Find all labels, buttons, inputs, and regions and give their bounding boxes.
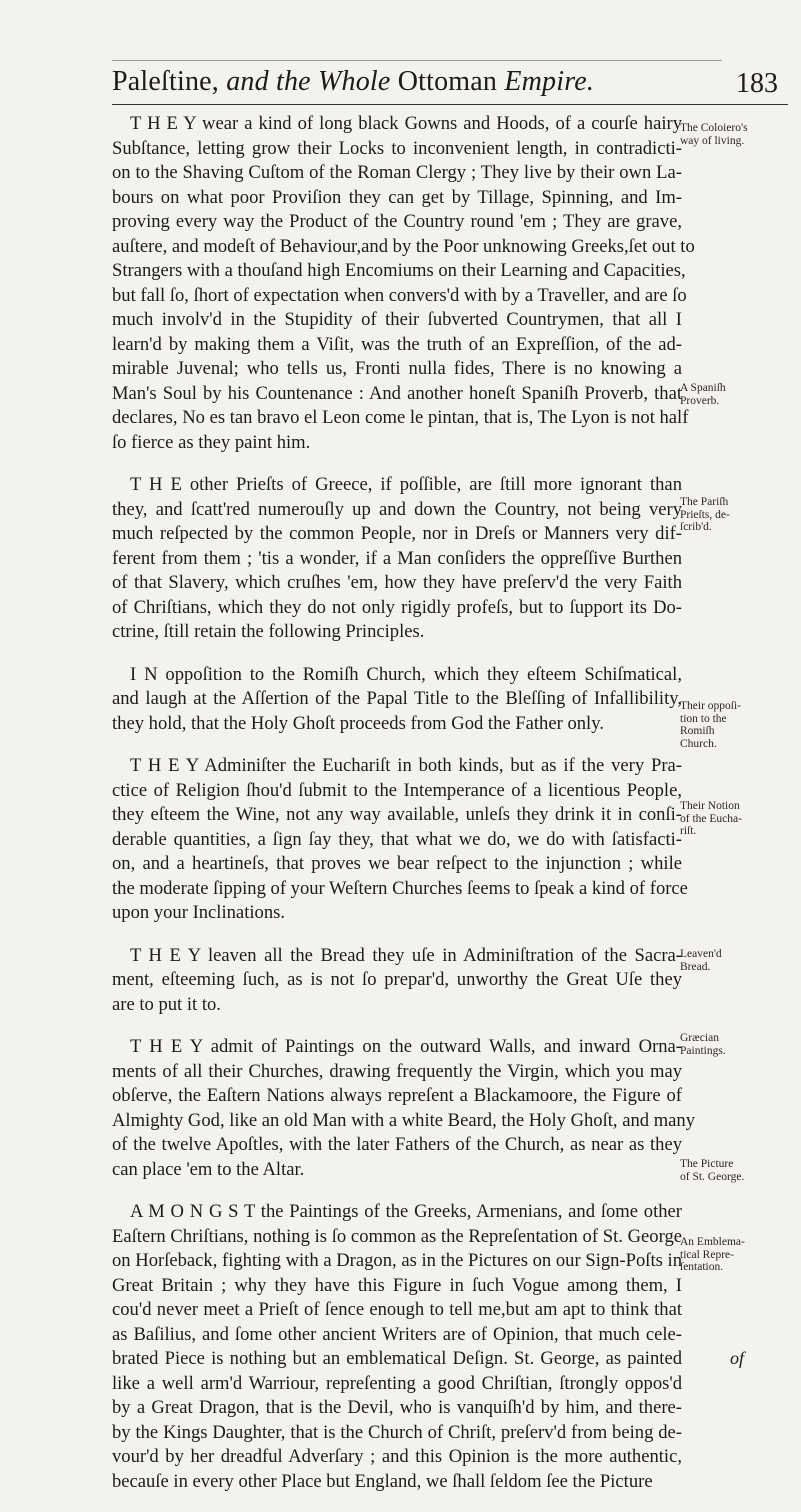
- margin-note-line: Bread.: [680, 960, 711, 973]
- text-line: by the Kings Daughter, that is the Church of Chriſt, preſerv'd from being de-: [112, 1421, 682, 1443]
- paragraph: [112, 754, 688, 926]
- margin-note: [680, 1158, 792, 1183]
- paragraph: [112, 112, 695, 455]
- margin-note-line: Church.: [680, 737, 717, 750]
- text-line: can place 'em to the Altar.: [112, 1158, 305, 1180]
- text-line: like a well arm'd Warriour, repreſenting a good Chriſtian, ſtrongly oppos'd: [112, 1372, 682, 1394]
- text-line: of the twelve Apoſtles, with the later Fathers of the Church, as near as they: [112, 1134, 682, 1155]
- text-line: on, and a heartineſs, that proves we bear reſpect to the injunction ; while: [112, 853, 682, 874]
- margin-note-line: Paintings.: [680, 1044, 726, 1057]
- running-title: Paleſtine, and the Whole Ottoman Empire.: [112, 66, 595, 97]
- text-line: ctrine, ſtill retain the following Principles.: [112, 621, 425, 642]
- text-line: Man's Soul by his Countenance : And another honeſt Spaniſh Proverb, that: [112, 382, 682, 404]
- text-line: on to the Shaving Cuſtom of the Roman Clergy ; They live by their own La-: [112, 162, 682, 183]
- margin-note: [680, 382, 792, 407]
- margin-note-line: tical Repre-: [680, 1248, 734, 1261]
- text-line: T H E Y admit of Paintings on the outward Walls, and inward Orna-: [130, 1036, 682, 1057]
- margin-note-line: Prieſts, de-: [680, 508, 730, 521]
- text-line: T H E Y wear a kind of long black Gowns and Hoods, of a courſe hairy: [130, 113, 682, 134]
- margin-note: [680, 1032, 792, 1057]
- text-line: auſtere, and modeſt of Behaviour,and by the Poor unknowing Greeks,ſet out to: [112, 235, 695, 257]
- text-line: becauſe in every other Place but England, we ſhall ſeldom ſee the Picture: [112, 1470, 653, 1492]
- text-line: declares, No es tan bravo el Leon come le pintan, that is, The Lyon is not half: [112, 407, 689, 428]
- text-line: derable quantities, a ſign ſay they, that what we do, we do with ſatisfacti-: [112, 828, 682, 850]
- paragraph: [112, 1200, 682, 1494]
- text-line: ments of all their Churches, drawing frequently the Virgin, which you may: [112, 1060, 682, 1082]
- text-line: Great Britain ; why they have this Figure in ſuch Vogue among them, I: [112, 1274, 682, 1296]
- margin-note: [680, 700, 792, 750]
- text-line: Strangers with a thouſand high Encomiums on their Learning and Capacities,: [112, 260, 686, 281]
- text-line: they, and ſcatt'red numerouſly up and down the Country, not being very: [112, 498, 682, 520]
- margin-note-line: A Spaniſh: [680, 382, 726, 394]
- text-line: of that Slavery, which cruſhes 'em, how they have preſerv'd the very Faith: [112, 572, 682, 593]
- header-rule: [112, 104, 788, 105]
- text-line: but fall ſo, ſhort of expectation when convers'd with by a Traveller, and are ſo: [112, 284, 687, 306]
- margin-note-line: The Coloiero's: [680, 122, 748, 134]
- text-line: Eaſtern Chriſtians, nothing is ſo common as the Repreſentation of St. George: [112, 1225, 682, 1247]
- text-line: cou'd never meet a Prieſt of ſence enough to tell me,but am apt to think that: [112, 1299, 682, 1320]
- text-line: much involv'd in the Stupidity of their ſubverted Countrymen, that all I: [112, 309, 682, 330]
- page-number: 183: [736, 68, 778, 99]
- text-line: ſo fierce as they paint him.: [112, 431, 311, 453]
- text-line: and laugh at the Aſſertion of the Papal Title to the Bleſſing of Infallibility,: [112, 688, 682, 709]
- margin-note-line: Romiſh: [680, 725, 715, 737]
- margin-note-line: The Pariſh: [680, 496, 729, 508]
- catchword: of: [730, 1348, 745, 1368]
- margin-note-line: of St. George.: [680, 1170, 745, 1183]
- text-line: ferent from them ; 'tis a wonder, if a Man conſiders the oppreſſive Burthen: [112, 547, 682, 569]
- text-line: obſerve, the Eaſtern Nations always repreſent a Blackamoore, the Figure of: [112, 1085, 682, 1106]
- text-line: ment, eſteeming ſuch, as is not ſo prepar'd, unworthy the Great Uſe they: [112, 969, 682, 990]
- top-border: [112, 60, 722, 61]
- margin-note-line: tion to the: [680, 712, 727, 725]
- text-line: they hold, that the Holy Ghoſt proceeds from God the Father only.: [112, 712, 604, 734]
- text-line: T H E Y Adminiſter the Euchariſt in both kinds, but as if the very Pra-: [130, 755, 682, 776]
- text-line: learn'd by making them a Viſit, was the truth of an Expreſſion, of the ad-: [112, 333, 682, 355]
- margin-note-line: Proverb.: [680, 394, 720, 407]
- text-line: vour'd by her dreadful Adverſary ; and this Opinion is the more authentic,: [112, 1446, 682, 1467]
- text-line: Subſtance, letting grow their Locks to inconvenient length, in contradicti-: [112, 137, 682, 159]
- margin-note-line: An Emblema-: [680, 1236, 745, 1248]
- margin-note-line: way of living.: [680, 134, 745, 147]
- margin-note-line: of the Eucha-: [680, 812, 742, 825]
- margin-note-line: Their Notion: [680, 800, 740, 812]
- text-line: the moderate ſipping of your Weſtern Churches ſeems to ſpeak a kind of force: [112, 877, 688, 899]
- margin-note: [680, 496, 792, 534]
- text-line: as Baſilius, and ſome other ancient Writers are of Opinion, that much cele-: [112, 1323, 682, 1345]
- text-line: bours on what poor Proviſion they can get by Tillage, Spinning, and Im-: [112, 186, 682, 208]
- text-line: mirable Juvenal; who tells us, Fronti nulla fides, There is no knowing a: [112, 358, 682, 379]
- text-line: of Chriſtians, which they do not only rigidly profeſs, but to ſupport its Do-: [112, 596, 682, 618]
- text-line: proving every way the Product of the Country round 'em ; They are grave,: [112, 211, 682, 232]
- text-line: Almighty God, like an old Man with a white Beard, the Holy Ghoſt, and many: [112, 1109, 696, 1131]
- margin-note: [680, 800, 792, 838]
- text-line: I N oppoſition to the Romiſh Church, which they eſteem Schiſmatical,: [130, 663, 682, 685]
- margin-note-line: ſentation.: [680, 1261, 724, 1273]
- margin-note-line: Leaven'd: [680, 948, 722, 960]
- margin-note: [680, 1236, 792, 1274]
- text-line: much reſpected by the common People, nor in Dreſs or Manners very dif-: [112, 523, 682, 544]
- text-line: are to put it to.: [112, 993, 221, 1015]
- margin-note: [680, 948, 792, 973]
- margin-note-line: Græcian: [680, 1032, 719, 1044]
- text-line: by a Great Dragon, that is the Devil, who is vanquiſh'd by him, and there-: [112, 1397, 682, 1418]
- text-line: they eſteem the Wine, not any way available, unleſs they drink it in conſi-: [112, 804, 682, 825]
- text-line: on Horſeback, fighting with a Dragon, as in the Pictures on our Sign-Poſts in: [112, 1250, 682, 1271]
- text-line: T H E other Prieſts of Greece, if poſſible, are ſtill more ignorant than: [130, 474, 682, 495]
- text-line: A M O N G S T the Paintings of the Greeks, Armenians, and ſome other: [130, 1201, 682, 1222]
- running-header: [112, 66, 788, 106]
- paragraph: [112, 663, 682, 737]
- margin-note-line: ſcrib'd.: [680, 521, 712, 533]
- margin-note-line: Their oppoſi-: [680, 700, 741, 712]
- text-line: brated Piece is nothing but an emblematical Deſign. St. George, as painted: [112, 1348, 682, 1369]
- text-line: ctice of Religion ſhou'd ſubmit to the Intemperance of a licentious People,: [112, 779, 682, 801]
- text-line: upon your Inclinations.: [112, 902, 285, 923]
- paragraph: [112, 1035, 696, 1182]
- margin-note-line: riſt.: [680, 825, 697, 837]
- paragraph: [112, 944, 682, 1018]
- text-line: T H E Y leaven all the Bread they uſe in Adminiſtration of the Sacra-: [130, 944, 682, 966]
- margin-note-line: The Picture: [680, 1158, 734, 1170]
- paragraph: [112, 473, 682, 645]
- margin-note: [680, 122, 792, 147]
